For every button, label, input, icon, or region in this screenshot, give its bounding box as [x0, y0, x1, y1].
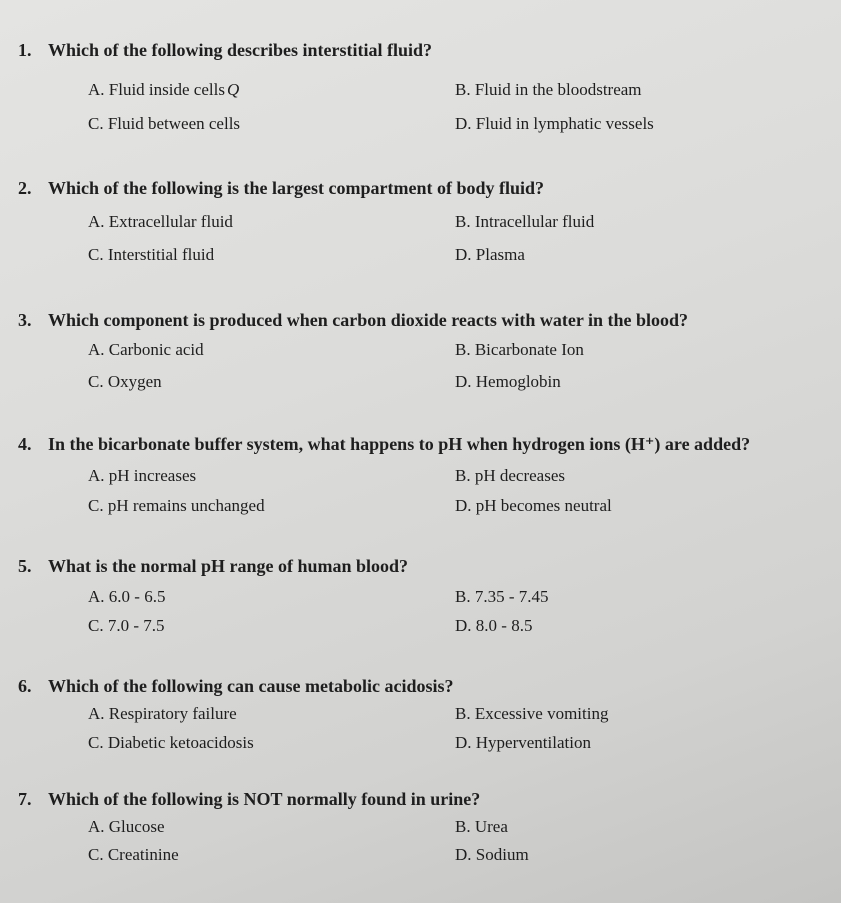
question-text: Which of the following is the largest compartment of body fluid?: [48, 178, 544, 198]
option-label: D. pH becomes neutral: [455, 496, 612, 515]
option-label: B. 7.35 - 7.45: [455, 587, 549, 606]
question-number: 5.: [18, 556, 32, 576]
question-text: Which component is produced when carbon dioxide reacts with water in the blood?: [48, 310, 689, 330]
option-label: C. pH remains unchanged: [88, 496, 265, 515]
question-3-option-d[interactable]: [455, 372, 561, 392]
option-label: D. Fluid in lymphatic vessels: [455, 114, 654, 133]
option-label: C. Fluid between cells: [88, 114, 241, 133]
question-text: Which of the following can cause metabolic acidosis?: [48, 676, 454, 696]
option-label: C. Diabetic ketoacidosis: [88, 733, 254, 752]
option-label: B. Fluid in the bloodstream: [455, 80, 642, 99]
option-label: A. Fluid inside cells: [88, 80, 225, 99]
question-2-option-b[interactable]: [455, 212, 594, 232]
question-4: [18, 434, 750, 455]
question-4-option-d[interactable]: [455, 496, 612, 516]
option-label: A. Respiratory failure: [88, 704, 237, 723]
question-5-option-d[interactable]: [455, 616, 532, 636]
question-2-option-a[interactable]: [88, 212, 233, 232]
question-7: [18, 789, 480, 810]
option-label: A. Glucose: [88, 817, 165, 836]
option-label: D. Hyperventilation: [455, 733, 591, 752]
question-3-option-b[interactable]: [455, 340, 584, 360]
option-label: C. Interstitial fluid: [88, 245, 215, 264]
question-3-option-a[interactable]: [88, 340, 204, 360]
question-text: What is the normal pH range of human blood?: [48, 556, 409, 576]
option-label: A. pH increases: [88, 466, 197, 485]
option-label: A. 6.0 - 6.5: [88, 587, 166, 606]
option-label: A. Extracellular fluid: [88, 212, 233, 231]
option-label: B. Intracellular fluid: [455, 212, 595, 231]
question-text: In the bicarbonate buffer system, what happens to pH when hydrogen ions (H⁺) are added?: [48, 434, 751, 454]
question-4-option-c[interactable]: [88, 496, 265, 516]
option-label: C. Oxygen: [88, 372, 162, 391]
question-text: Which of the following describes interstitial fluid?: [48, 40, 432, 60]
question-4-option-b[interactable]: [455, 466, 565, 486]
option-label: C. 7.0 - 7.5: [88, 616, 165, 635]
question-5-option-c[interactable]: [88, 616, 165, 636]
option-label: D. Plasma: [455, 245, 525, 264]
question-5-option-b[interactable]: [455, 587, 549, 607]
question-7-option-a[interactable]: [88, 817, 164, 837]
question-number: 2.: [18, 178, 32, 198]
question-1-option-c[interactable]: [88, 114, 240, 134]
option-label: D. Sodium: [455, 845, 529, 864]
question-6-option-c[interactable]: [88, 733, 254, 753]
option-label: B. Excessive vomiting: [455, 704, 609, 723]
question-7-option-b[interactable]: [455, 817, 508, 837]
question-1-option-a[interactable]: [88, 80, 239, 100]
question-6-option-b[interactable]: [455, 704, 608, 724]
option-label: B. Urea: [455, 817, 508, 836]
question-1-option-d[interactable]: [455, 114, 654, 134]
question-3-option-c[interactable]: [88, 372, 162, 392]
option-label: D. Hemoglobin: [455, 372, 561, 391]
question-1-option-b[interactable]: [455, 80, 642, 100]
option-label: B. pH decreases: [455, 466, 565, 485]
question-2-option-d[interactable]: [455, 245, 525, 265]
question-7-option-d[interactable]: [455, 845, 529, 865]
question-3: [18, 310, 688, 331]
question-number: 1.: [18, 40, 32, 60]
question-number: 3.: [18, 310, 32, 330]
question-number: 4.: [18, 434, 32, 454]
question-5: [18, 556, 408, 577]
question-text: Which of the following is NOT normally found in urine?: [48, 789, 481, 809]
question-6-option-a[interactable]: [88, 704, 237, 724]
question-5-option-a[interactable]: [88, 587, 165, 607]
question-4-option-a[interactable]: [88, 466, 196, 486]
question-7-option-c[interactable]: [88, 845, 179, 865]
question-6-option-d[interactable]: [455, 733, 591, 753]
question-number: 7.: [18, 789, 32, 809]
handwritten-mark: Q: [226, 80, 240, 99]
option-label: A. Carbonic acid: [88, 340, 204, 359]
question-number: 6.: [18, 676, 32, 696]
option-label: C. Creatinine: [88, 845, 179, 864]
question-6: [18, 676, 454, 697]
option-label: B. Bicarbonate Ion: [455, 340, 584, 359]
question-2: [18, 178, 544, 199]
question-1: [18, 40, 432, 61]
option-label: D. 8.0 - 8.5: [455, 616, 533, 635]
question-2-option-c[interactable]: [88, 245, 214, 265]
